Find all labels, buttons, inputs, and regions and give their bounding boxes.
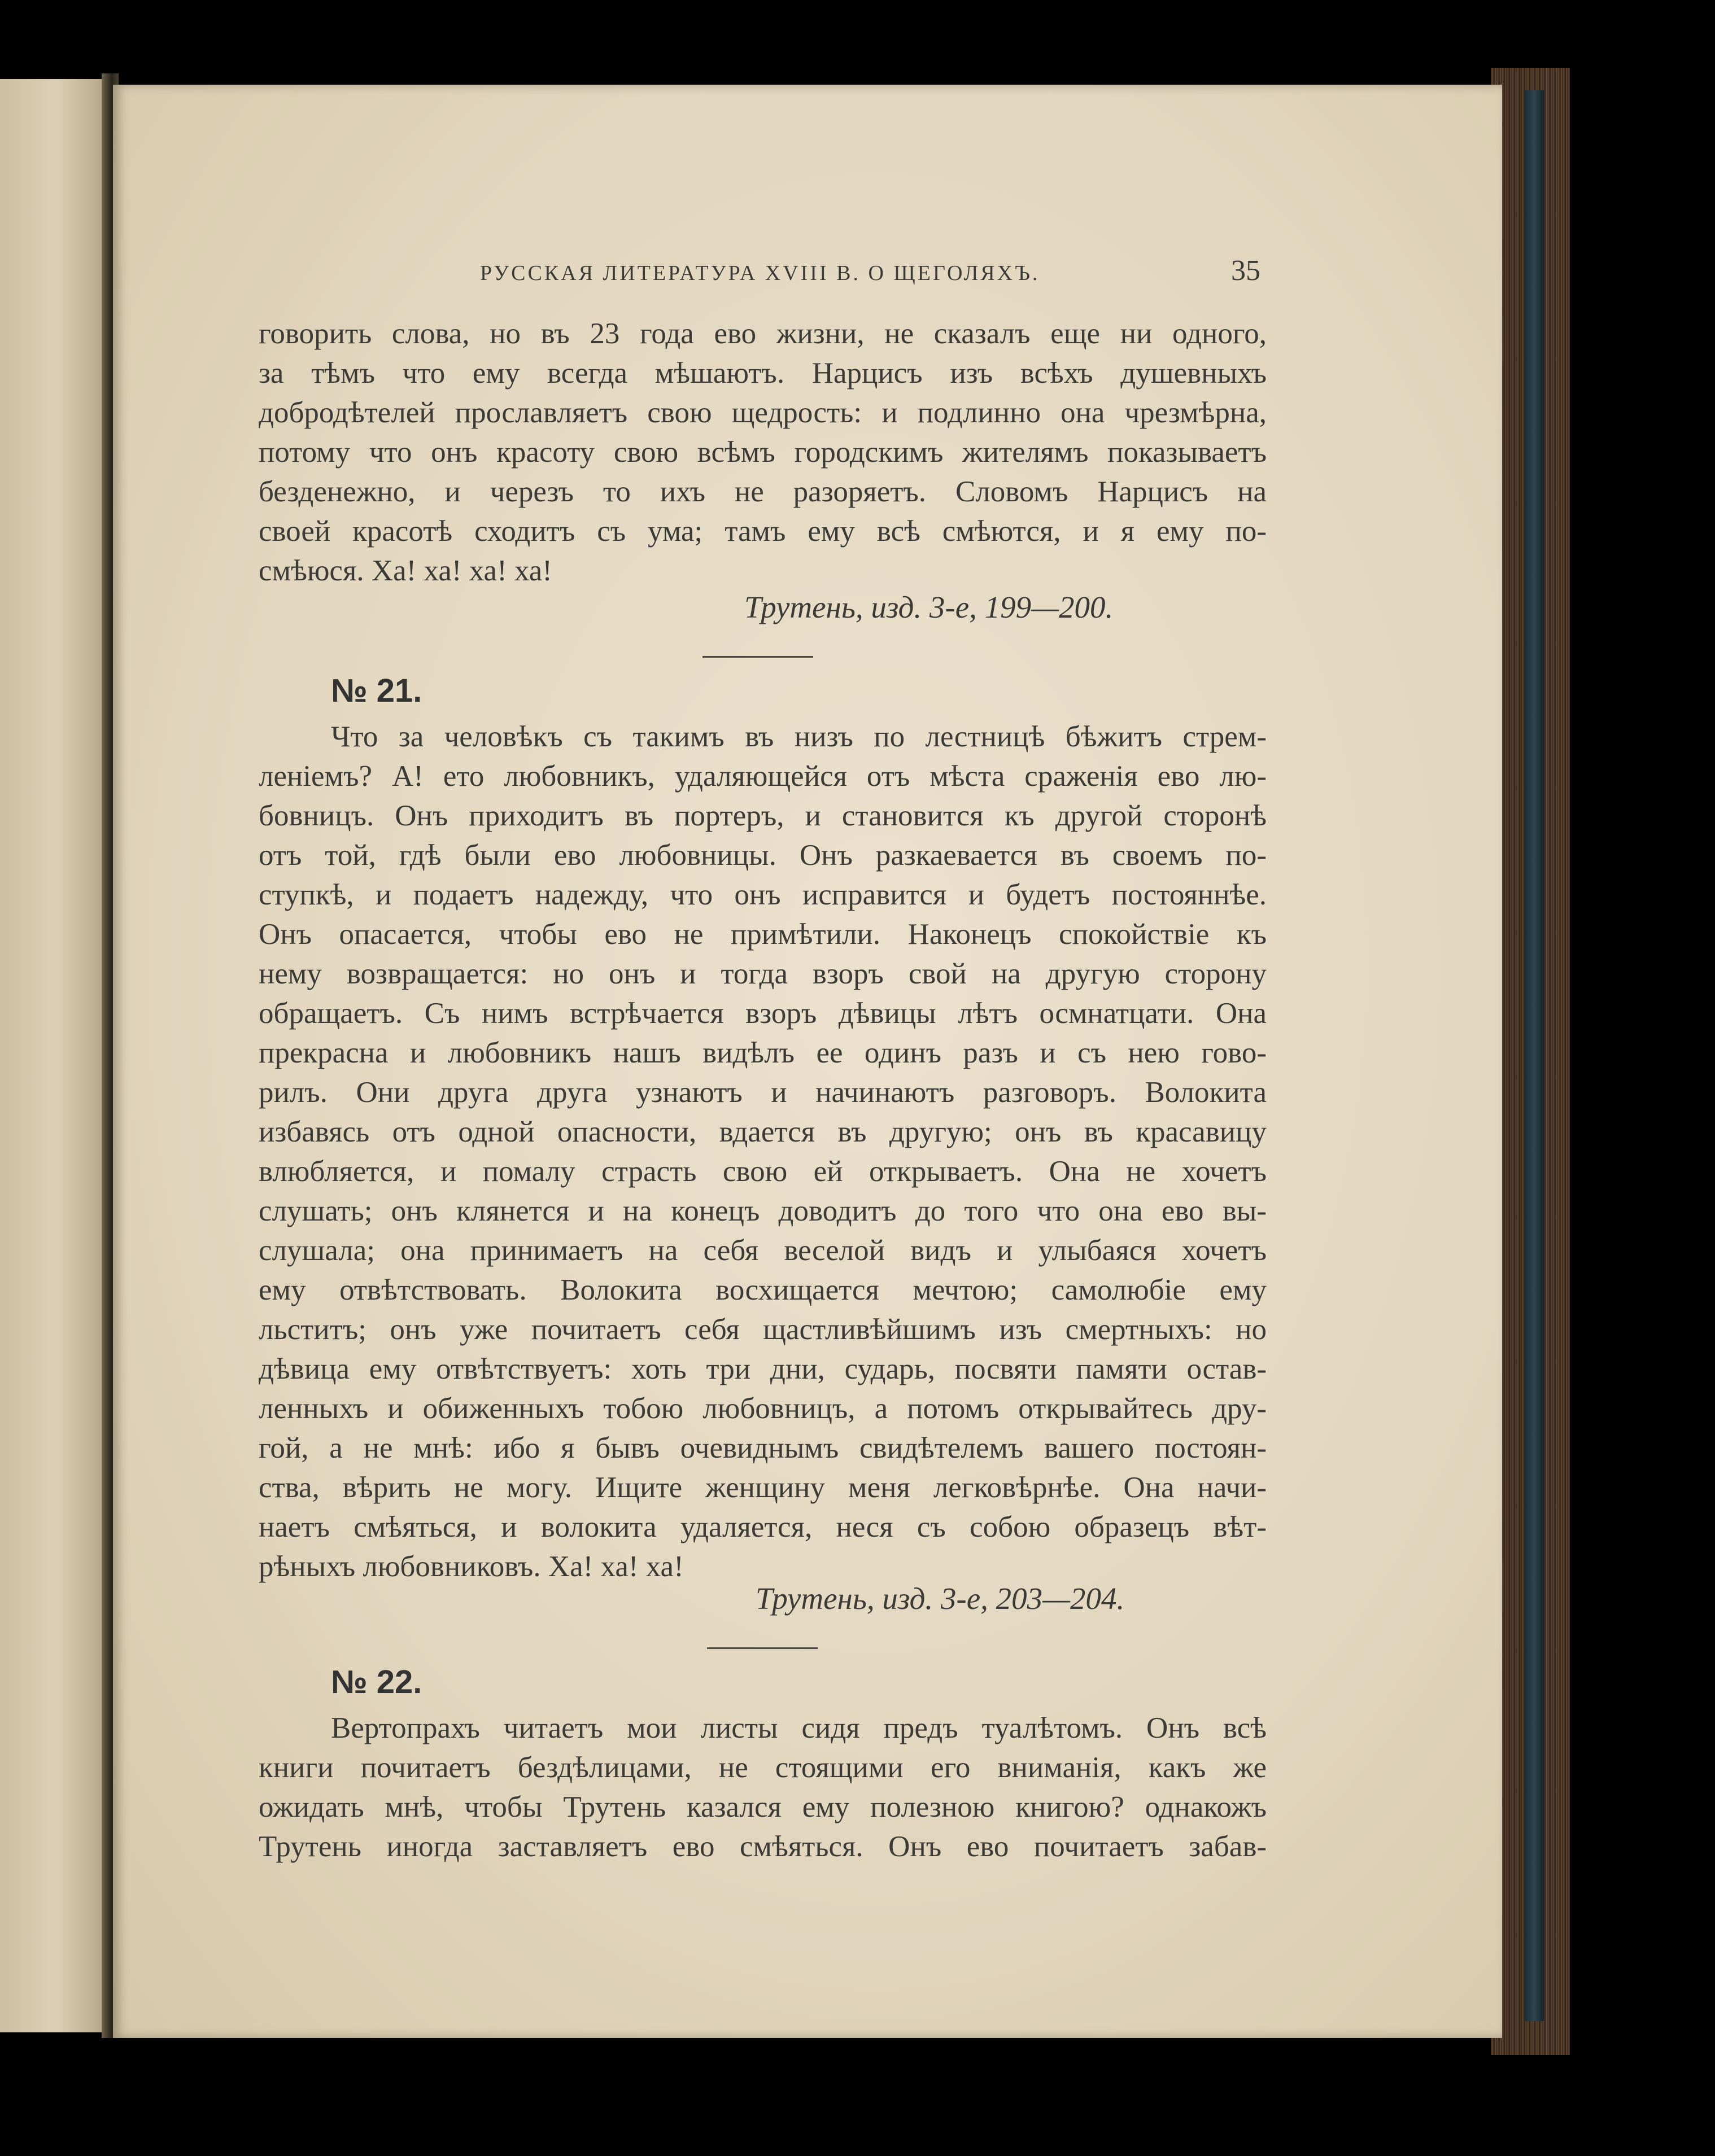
text-line: Что за человѣкъ съ такимъ въ низъ по лестницѣ бѣжитъ стрем- — [331, 720, 1267, 753]
text-line: смѣюся. Ха! ха! ха! ха! — [259, 554, 552, 587]
text-line: ступкѣ, и подаетъ надежду, что онъ исправится и будетъ постояннѣе. — [259, 878, 1267, 911]
text-line: бовницъ. Онъ приходитъ въ портеръ, и становится къ другой сторонѣ — [259, 799, 1267, 832]
text-line: потому что онъ красоту свою всѣмъ городскимъ жителямъ показываетъ — [259, 436, 1267, 469]
book-cover-edge — [1525, 90, 1544, 2021]
section-21-text — [259, 717, 1267, 1586]
section-divider — [707, 1647, 818, 1649]
text-line: безденежно, и черезъ то ихъ не разоряетъ. Словомъ Нарцисъ на — [259, 475, 1267, 508]
text-line: ожидать мнѣ, чтобы Трутень казался ему полезною книгою? однакожъ — [259, 1791, 1267, 1823]
text-line: гой, а не мнѣ: ибо я бывъ очевиднымъ свидѣтелемъ вашего постоян- — [259, 1432, 1267, 1464]
section-22-heading: № 22. — [331, 1664, 422, 1700]
text-line: рилъ. Они друга друга узнаютъ и начинаютъ разговоръ. Волокита — [259, 1076, 1267, 1109]
text-line: рѣныхъ любовниковъ. Ха! ха! ха! — [259, 1550, 684, 1583]
text-line: Онъ опасается, чтобы ево не примѣтили. Наконецъ спокойствiе къ — [259, 918, 1267, 951]
running-head: РУССКАЯ ЛИТЕРАТУРА XVIII В. О ЩЕГОЛЯХЪ. — [480, 261, 1040, 285]
text-line: книги почитаетъ бездѣлицами, не стоящими его вниманiя, какъ же — [259, 1751, 1267, 1784]
text-line: отъ той, гдѣ были ево любовницы. Онъ разкаевается въ своемъ по- — [259, 839, 1267, 872]
text-line: ему отвѣтствовать. Волокита восхищается мечтою; самолюбiе ему — [259, 1274, 1267, 1306]
text-line: нему возвращается: но онъ и тогда взоръ свой на другую сторону — [259, 957, 1267, 990]
text-line: прекрасна и любовникъ нашъ видѣлъ ее одинъ разъ и съ нею гово- — [259, 1037, 1267, 1069]
section-20-text — [259, 314, 1267, 591]
left-page-edge — [0, 79, 102, 2032]
text-line: обращаетъ. Съ нимъ встрѣчается взоръ дѣвицы лѣтъ осмнатцати. Она — [259, 997, 1267, 1030]
text-line: влюбляется, и помалу страсть свою ей открываетъ. Она не хочетъ — [259, 1155, 1267, 1188]
text-line: дѣвица ему отвѣтствуетъ: хоть три дни, сударь, посвяти памяти остав- — [259, 1353, 1267, 1385]
text-line: льститъ; онъ уже почитаетъ себя щастливѣйшимъ изъ смертныхъ: но — [259, 1313, 1267, 1346]
text-line: Вертопрахъ читаетъ мои листы сидя предъ туалѣтомъ. Онъ всѣ — [331, 1712, 1267, 1744]
text-line: ства, вѣрить не могу. Ищите женщину меня легковѣрнѣе. Она начи- — [259, 1471, 1267, 1504]
text-line: ленныхъ и обиженныхъ тобою любовницъ, а потомъ открывайтесь дру- — [259, 1392, 1267, 1425]
section-22-text — [259, 1708, 1267, 1866]
section-20-source: Трутень, изд. 3-е, 199—200. — [744, 590, 1114, 624]
text-line: избавясь отъ одной опасности, вдается въ другую; онъ въ красавицу — [259, 1116, 1267, 1148]
section-21-source: Трутень, изд. 3-е, 203—204. — [756, 1581, 1125, 1616]
text-line: говорить слова, но въ 23 года ево жизни, не сказалъ еще ни одного, — [259, 317, 1267, 350]
text-line: ленiемъ? А! ето любовникъ, удаляющейся отъ мѣста сраженiя ево лю- — [259, 760, 1267, 793]
section-divider — [702, 656, 813, 658]
section-21-heading: № 21. — [331, 672, 422, 709]
page-number: 35 — [1231, 255, 1260, 287]
text-line: слушать; онъ клянется и на конецъ доводитъ до того что она ево вы- — [259, 1195, 1267, 1227]
text-line: добродѣтелей прославляетъ свою щедрость: и подлинно она чрезмѣрна, — [259, 396, 1267, 429]
text-line: за тѣмъ что ему всегда мѣшаютъ. Нарцисъ изъ всѣхъ душевныхъ — [259, 357, 1267, 390]
text-line: наетъ смѣяться, и волокита удаляется, неся съ собою образецъ вѣт- — [259, 1511, 1267, 1543]
text-line: слушала; она принимаетъ на себя веселой видъ и улыбаяся хочетъ — [259, 1234, 1267, 1267]
text-line: Трутень иногда заставляетъ ево смѣяться. Онъ ево почитаетъ забав- — [259, 1830, 1267, 1863]
text-line: своей красотѣ сходитъ съ ума; тамъ ему всѣ смѣются, и я ему по- — [259, 515, 1267, 548]
